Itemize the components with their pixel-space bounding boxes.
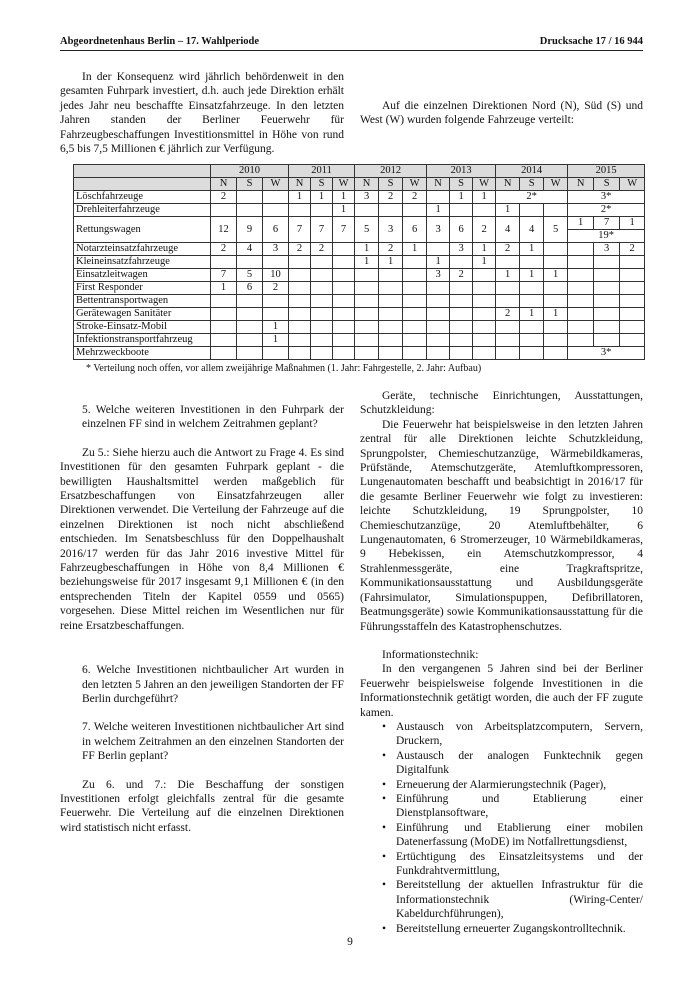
cell bbox=[289, 256, 311, 269]
cell bbox=[520, 334, 544, 347]
cell bbox=[289, 282, 311, 295]
table-row bbox=[74, 334, 645, 347]
cell bbox=[568, 256, 594, 269]
cell bbox=[289, 308, 311, 321]
cell bbox=[263, 295, 289, 308]
cell bbox=[594, 256, 620, 269]
sub-n: N bbox=[355, 178, 379, 191]
cell: 1 bbox=[263, 334, 289, 347]
cell bbox=[427, 295, 450, 308]
cell bbox=[289, 295, 311, 308]
cell: 1 bbox=[311, 191, 333, 204]
row-label: Stroke-Einsatz-Mobil bbox=[74, 321, 211, 334]
cell bbox=[333, 256, 355, 269]
year-header: 2012 bbox=[355, 165, 427, 178]
cell bbox=[403, 321, 427, 334]
cell: 3 bbox=[427, 269, 450, 282]
sub-s: S bbox=[450, 178, 473, 191]
sub-n: N bbox=[289, 178, 311, 191]
cell: 2 bbox=[473, 217, 496, 243]
cell bbox=[311, 256, 333, 269]
cell bbox=[333, 347, 355, 360]
cell bbox=[333, 334, 355, 347]
cell bbox=[544, 282, 568, 295]
cell bbox=[403, 334, 427, 347]
cell bbox=[403, 347, 427, 360]
cell bbox=[237, 204, 263, 217]
cell bbox=[237, 191, 263, 204]
cell bbox=[355, 308, 379, 321]
cell: 2 bbox=[403, 191, 427, 204]
cell bbox=[594, 282, 620, 295]
cell: 1 bbox=[263, 321, 289, 334]
cell bbox=[473, 308, 496, 321]
row-label: Kleineinsatzfahrzeuge bbox=[74, 256, 211, 269]
cell bbox=[289, 334, 311, 347]
cell bbox=[311, 204, 333, 217]
sub-s: S bbox=[311, 178, 333, 191]
cell bbox=[333, 308, 355, 321]
cell: 7 bbox=[333, 217, 355, 243]
cell: 4 bbox=[496, 217, 520, 243]
cell bbox=[496, 334, 520, 347]
cell bbox=[311, 308, 333, 321]
cell bbox=[544, 347, 568, 360]
cell bbox=[473, 204, 496, 217]
cell bbox=[355, 282, 379, 295]
cell bbox=[379, 308, 403, 321]
intro-right-text: Auf die einzelnen Direktionen Nord (N), Süd (S) und West (W) wurden folgende Fahrzeuge verteilt: bbox=[360, 100, 643, 127]
it-text: In den vergangenen 5 Jahren sind bei der Berliner Feuerwehr beispielsweise folgende Investitionen in die Informationstechnik getätigt worden, die auch der FF zugute kamen. bbox=[360, 663, 643, 719]
left-column bbox=[60, 403, 344, 835]
cell: 1 bbox=[520, 269, 544, 282]
cell bbox=[568, 334, 594, 347]
cell: 2 bbox=[211, 243, 237, 256]
cell bbox=[311, 269, 333, 282]
cell: 4 bbox=[520, 217, 544, 243]
cell bbox=[379, 269, 403, 282]
cell: 1 bbox=[473, 191, 496, 204]
cell bbox=[427, 321, 450, 334]
cell bbox=[544, 204, 568, 217]
cell bbox=[496, 256, 520, 269]
question-5: 5. Welche weiteren Investitionen in den Fuhrpark der einzelnen FF sind in welchem Zeitrahmen geplant? bbox=[82, 404, 344, 431]
cell bbox=[520, 256, 544, 269]
cell: 7 bbox=[311, 217, 333, 243]
cell: 1 bbox=[355, 243, 379, 256]
cell bbox=[544, 243, 568, 256]
cell bbox=[473, 347, 496, 360]
cell: 3 bbox=[355, 191, 379, 204]
sub-n: N bbox=[427, 178, 450, 191]
page-number: 9 bbox=[347, 936, 353, 948]
cell: 7 bbox=[594, 217, 620, 230]
table-subheader-row bbox=[74, 178, 645, 191]
cell bbox=[379, 282, 403, 295]
cell bbox=[473, 295, 496, 308]
cell bbox=[333, 321, 355, 334]
cell bbox=[263, 347, 289, 360]
cell bbox=[427, 191, 450, 204]
cell: 5 bbox=[544, 217, 568, 243]
cell bbox=[450, 282, 473, 295]
cell: 2 bbox=[379, 243, 403, 256]
cell bbox=[473, 269, 496, 282]
cell: 5 bbox=[355, 217, 379, 243]
cell bbox=[211, 308, 237, 321]
it-bullet-list bbox=[360, 720, 643, 936]
cell bbox=[311, 282, 333, 295]
equipment-text: Die Feuerwehr hat beispielsweise in den letzten Jahren zentral für alle Direktionen leichte Schutzkleidung, Sprungpolster, Chemieschutzanzüge, Wärmebildkameras, Prüfstände, Atemschutzgeräte, Atemluftkompressoren, Lungenautomaten beschafft und beabsichtigt in 2016/17 für die gesamte Berliner Feuerwehr wie folgt zu investieren: leichte Schutzkleidung, 19 Sprungpolster, 10 Chemieschutzanzüge, 20 Atemluftbehälter, 6 Lungenautomaten, 6 Stromerzeuger, 10 Wärmebildkameras, 9 Hebekissen, ein Atemschutzkompressor, 4 Strahlenmessgeräte, eine Tragkraftspritze, Kommunikationsausstattung und Ausbildungsgeräte (Fahrsimulator, Simulationspuppen, Defibrillatoren, Beatmungsgeräte) sowie Kommunikationsausstattung für die Führungsstaffeln des Katastrophenschutzes. bbox=[360, 418, 643, 633]
row-label: Mehrzweckboote bbox=[74, 347, 211, 360]
cell bbox=[403, 269, 427, 282]
year-header: 2010 bbox=[211, 165, 289, 178]
cell bbox=[568, 269, 594, 282]
cell: 2 bbox=[289, 243, 311, 256]
cell: 1 bbox=[520, 243, 544, 256]
cell bbox=[311, 334, 333, 347]
cell bbox=[355, 347, 379, 360]
cell bbox=[496, 282, 520, 295]
cell: 2 bbox=[311, 243, 333, 256]
cell bbox=[379, 204, 403, 217]
cell: 2 bbox=[496, 308, 520, 321]
cell bbox=[333, 243, 355, 256]
cell: 9 bbox=[237, 217, 263, 243]
cell bbox=[237, 347, 263, 360]
cell: 1 bbox=[427, 204, 450, 217]
sub-w: W bbox=[620, 178, 645, 191]
cell bbox=[311, 347, 333, 360]
sub-w: W bbox=[544, 178, 568, 191]
table-row bbox=[74, 308, 645, 321]
list-item: • Erneuerung der Alarmierungstechnik (Pager), bbox=[382, 778, 643, 792]
cell bbox=[211, 256, 237, 269]
cell: 1 bbox=[620, 217, 645, 230]
cell bbox=[263, 204, 289, 217]
section-heading-it: Informationstechnik: bbox=[382, 648, 479, 661]
cell bbox=[427, 347, 450, 360]
sub-w: W bbox=[403, 178, 427, 191]
table-row bbox=[74, 243, 645, 256]
cell: 1 bbox=[520, 308, 544, 321]
cell bbox=[333, 269, 355, 282]
cell: 3 bbox=[263, 243, 289, 256]
cell bbox=[237, 321, 263, 334]
cell bbox=[496, 321, 520, 334]
year-header: 2015 bbox=[568, 165, 645, 178]
cell bbox=[568, 295, 594, 308]
row-label: Gerätewagen Sanitäter bbox=[74, 308, 211, 321]
cell bbox=[450, 334, 473, 347]
cell bbox=[355, 269, 379, 282]
cell bbox=[544, 295, 568, 308]
cell: 4 bbox=[237, 243, 263, 256]
sub-s: S bbox=[520, 178, 544, 191]
cell bbox=[450, 204, 473, 217]
cell bbox=[311, 295, 333, 308]
cell bbox=[333, 282, 355, 295]
cell bbox=[473, 282, 496, 295]
cell: 1 bbox=[450, 191, 473, 204]
question-7: 7. Welche weiteren Investitionen nichtbaulicher Art sind in welchem Zeitrahmen an den einzelnen Standorten der FF Berlin geplant? bbox=[82, 721, 344, 763]
cell: 5 bbox=[237, 269, 263, 282]
answer-6-7: Zu 6. und 7.: Die Beschaffung der sonstigen Investitionen erfolgt gleichfalls zentral für die gesamte Feuerwehr. Die Verteilung auf die einzelnen Direktionen wird statistisch nicht erfasst. bbox=[60, 778, 344, 834]
cell bbox=[379, 347, 403, 360]
table-row bbox=[74, 256, 645, 269]
intro-right bbox=[360, 99, 643, 128]
cell: 2 bbox=[450, 269, 473, 282]
cell bbox=[427, 308, 450, 321]
cell bbox=[263, 191, 289, 204]
cell bbox=[289, 321, 311, 334]
cell-merged: 2* bbox=[568, 204, 645, 217]
cell bbox=[620, 269, 645, 282]
cell: 1 bbox=[473, 243, 496, 256]
cell: 2 bbox=[211, 191, 237, 204]
row-label: Bettentransportwagen bbox=[74, 295, 211, 308]
list-item: • Austausch von Arbeitsplatzcomputern, Servern, Druckern, bbox=[382, 720, 643, 749]
cell bbox=[427, 334, 450, 347]
table-row bbox=[74, 204, 645, 217]
sub-s: S bbox=[379, 178, 403, 191]
cell bbox=[450, 321, 473, 334]
cell bbox=[473, 334, 496, 347]
intro-left bbox=[60, 70, 344, 156]
cell bbox=[211, 334, 237, 347]
cell bbox=[427, 243, 450, 256]
cell: 12 bbox=[211, 217, 237, 243]
cell bbox=[568, 321, 594, 334]
intro-left-text: In der Konsequenz wird jährlich behördenweit in den gesamten Fuhrpark investiert, d.h. auch jede Direktion erhält jedes Jahr neu beschaffte Einsatzfahrzeuge. In den letzten Jahren standen der Berliner Feuerwehr für Fahrzeugbeschaffungen Investitionsmittel in Höhe von rund 6,5 bis 7,5 Millionen € jährlich zur Verfügung. bbox=[60, 71, 344, 156]
cell bbox=[568, 308, 594, 321]
cell-merged: 3* bbox=[568, 347, 645, 360]
cell bbox=[620, 321, 645, 334]
cell: 1 bbox=[568, 217, 594, 230]
cell bbox=[520, 321, 544, 334]
cell bbox=[403, 295, 427, 308]
cell bbox=[620, 308, 645, 321]
row-label: Drehleiterfahrzeuge bbox=[74, 204, 211, 217]
cell bbox=[450, 347, 473, 360]
cell: 1 bbox=[333, 204, 355, 217]
cell: 10 bbox=[263, 269, 289, 282]
cell bbox=[594, 308, 620, 321]
cell bbox=[355, 204, 379, 217]
cell bbox=[355, 295, 379, 308]
cell: 6 bbox=[237, 282, 263, 295]
cell bbox=[403, 308, 427, 321]
answer-5: Zu 5.: Siehe hierzu auch die Antwort zu Frage 4. Es sind Investitionen für den gesamten Fuhrpark geplant - die bewilligten Haushaltsmittel werden maßgeblich für Ersatzbeschaffungen von Einsatzfahrzeugen aller Direktionen verwendet. Die Verteilung der Fahrzeuge auf die einzelnen Direktionen ist noch nicht abschließend entschieden. Im Senatsbeschluss für den Doppelhaushalt 2016/17 werden für das Jahr 2016 investive Mittel für Fahrzeugbeschaffungen in Höhe von 8,4 Millionen € beziehungsweise für 2017 insgesamt 9,1 Millionen € (in den entsprechenden Titeln der Kapitel 0559 und 0565) vorgesehen. Diese Mittel reichen im Wesentlichen nur für reine Ersatzbeschaffungen. bbox=[60, 446, 344, 632]
cell: 2 bbox=[496, 243, 520, 256]
cell bbox=[237, 295, 263, 308]
table-corner bbox=[74, 165, 211, 178]
sub-s: S bbox=[594, 178, 620, 191]
cell: 2 bbox=[379, 191, 403, 204]
cell bbox=[594, 269, 620, 282]
cell: 2 bbox=[620, 243, 645, 256]
row-label: Notarzteinsatzfahrzeuge bbox=[74, 243, 211, 256]
table-footnote: * Verteilung noch offen, vor allem zweijährige Maßnahmen (1. Jahr: Fahrgestelle, 2. Jahr: Aufbau) bbox=[86, 363, 482, 374]
list-item: • Ertüchtigung des Einsatzleitsystems und der Funkdrahtvermittlung, bbox=[382, 850, 643, 879]
cell bbox=[289, 269, 311, 282]
cell bbox=[520, 347, 544, 360]
cell: 6 bbox=[450, 217, 473, 243]
cell bbox=[289, 347, 311, 360]
row-label: First Responder bbox=[74, 282, 211, 295]
cell bbox=[544, 334, 568, 347]
row-label: Infektionstransportfahrzeug bbox=[74, 334, 211, 347]
cell: 1 bbox=[211, 282, 237, 295]
cell bbox=[355, 334, 379, 347]
cell: 1 bbox=[544, 269, 568, 282]
row-label: Einsatzleitwagen bbox=[74, 269, 211, 282]
right-column bbox=[360, 389, 643, 936]
cell bbox=[237, 334, 263, 347]
cell bbox=[211, 321, 237, 334]
table-year-row bbox=[74, 165, 645, 178]
table-row bbox=[74, 295, 645, 308]
table-row bbox=[74, 282, 645, 295]
cell: 7 bbox=[289, 217, 311, 243]
cell bbox=[473, 321, 496, 334]
list-item: • Bereitstellung der aktuellen Infrastruktur für die Informationstechnik (Wiring-Center/ Kabeldurchführungen), bbox=[382, 878, 643, 921]
cell bbox=[544, 256, 568, 269]
sub-w: W bbox=[473, 178, 496, 191]
table-row bbox=[74, 191, 645, 204]
cell bbox=[450, 295, 473, 308]
list-item: • Bereitstellung erneuerter Zugangskontrolltechnik. bbox=[382, 922, 643, 936]
cell bbox=[594, 295, 620, 308]
cell bbox=[620, 282, 645, 295]
sub-w: W bbox=[263, 178, 289, 191]
cell bbox=[379, 334, 403, 347]
question-6: 6. Welche Investitionen nichtbaulicher Art wurden in den letzten 5 Jahren an den jeweiligen Standorten der FF Berlin durchgeführt? bbox=[82, 664, 344, 705]
cell bbox=[544, 321, 568, 334]
list-item: • Austausch der analogen Funktechnik gegen Digitalfunk bbox=[382, 749, 643, 778]
cell-merged: 3* bbox=[568, 191, 645, 204]
sub-w: W bbox=[333, 178, 355, 191]
cell bbox=[211, 204, 237, 217]
cell-merged: 2* bbox=[496, 191, 568, 204]
cell bbox=[450, 308, 473, 321]
cell bbox=[620, 295, 645, 308]
cell bbox=[520, 282, 544, 295]
sub-n: N bbox=[211, 178, 237, 191]
cell bbox=[496, 347, 520, 360]
year-header: 2011 bbox=[289, 165, 355, 178]
cell: 1 bbox=[355, 256, 379, 269]
cell bbox=[237, 256, 263, 269]
cell bbox=[620, 256, 645, 269]
cell: 2 bbox=[263, 282, 289, 295]
list-item: • Einführung und Etablierung einer Dienstplansoftware, bbox=[382, 792, 643, 821]
cell: 1 bbox=[544, 308, 568, 321]
cell bbox=[568, 282, 594, 295]
cell: 7 bbox=[211, 269, 237, 282]
cell bbox=[211, 347, 237, 360]
cell bbox=[520, 204, 544, 217]
cell: 3 bbox=[450, 243, 473, 256]
table-row bbox=[74, 269, 645, 282]
cell bbox=[427, 282, 450, 295]
cell bbox=[289, 204, 311, 217]
table-row bbox=[74, 217, 645, 230]
page-header bbox=[60, 36, 643, 47]
cell: 1 bbox=[333, 191, 355, 204]
row-label: Rettungswagen bbox=[74, 217, 211, 243]
cell: 3 bbox=[427, 217, 450, 243]
sub-n: N bbox=[496, 178, 520, 191]
cell bbox=[211, 295, 237, 308]
cell bbox=[520, 295, 544, 308]
sub-s: S bbox=[237, 178, 263, 191]
cell bbox=[403, 282, 427, 295]
cell bbox=[379, 321, 403, 334]
cell: 1 bbox=[496, 269, 520, 282]
cell: 1 bbox=[379, 256, 403, 269]
cell bbox=[594, 321, 620, 334]
list-item: • Einführung und Etablierung einer mobilen Datenerfassung (MoDE) im Notfallrettungsdienst, bbox=[382, 821, 643, 850]
cell bbox=[496, 295, 520, 308]
table-corner bbox=[74, 178, 211, 191]
cell: 3 bbox=[379, 217, 403, 243]
section-heading-equipment: Geräte, technische Einrichtungen, Ausstattungen, Schutzkleidung: bbox=[360, 390, 643, 417]
cell bbox=[450, 256, 473, 269]
cell: 1 bbox=[496, 204, 520, 217]
cell bbox=[403, 204, 427, 217]
cell bbox=[403, 256, 427, 269]
cell: 1 bbox=[427, 256, 450, 269]
cell bbox=[568, 243, 594, 256]
cell: 1 bbox=[289, 191, 311, 204]
cell bbox=[379, 295, 403, 308]
cell bbox=[620, 334, 645, 347]
cell bbox=[263, 308, 289, 321]
year-header: 2013 bbox=[427, 165, 496, 178]
sub-n: N bbox=[568, 178, 594, 191]
cell bbox=[594, 334, 620, 347]
cell bbox=[311, 321, 333, 334]
cell: 1 bbox=[403, 243, 427, 256]
cell: 3 bbox=[594, 243, 620, 256]
year-header: 2014 bbox=[496, 165, 568, 178]
header-rule bbox=[60, 50, 643, 51]
cell: 6 bbox=[403, 217, 427, 243]
cell bbox=[263, 256, 289, 269]
cell bbox=[355, 321, 379, 334]
cell bbox=[333, 295, 355, 308]
cell: 1 bbox=[473, 256, 496, 269]
table-row bbox=[74, 321, 645, 334]
cell bbox=[237, 308, 263, 321]
cell-merged: 19* bbox=[568, 230, 645, 243]
cell: 6 bbox=[263, 217, 289, 243]
header-left: Abgeordnetenhaus Berlin – 17. Wahlperiode bbox=[60, 36, 260, 47]
table-row bbox=[74, 347, 645, 360]
header-right: Drucksache 17 / 16 944 bbox=[539, 36, 643, 47]
vehicle-table bbox=[73, 164, 644, 360]
row-label: Löschfahrzeuge bbox=[74, 191, 211, 204]
